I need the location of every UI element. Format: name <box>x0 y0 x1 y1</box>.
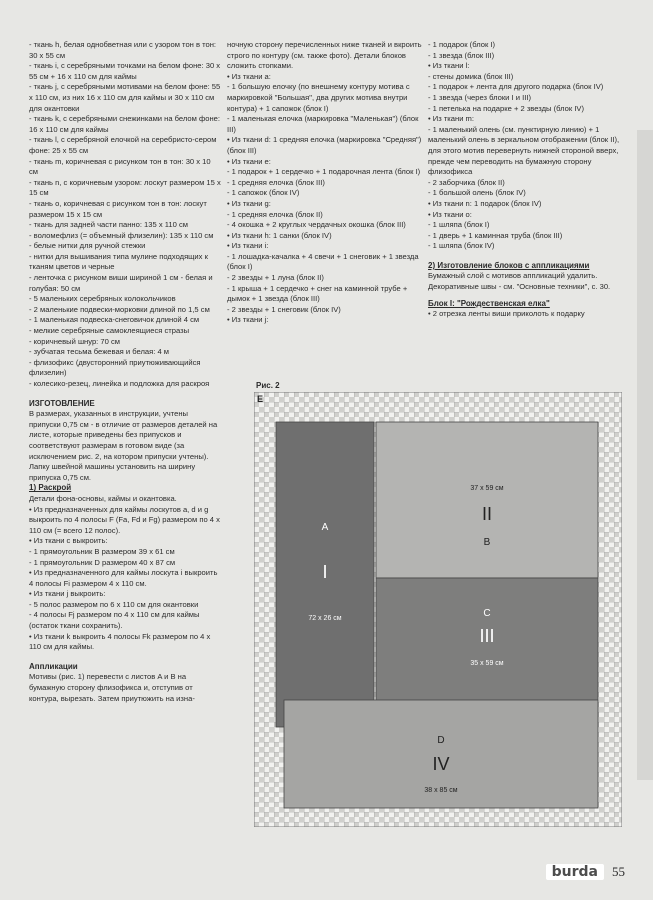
heading-applications: Аппликации <box>29 661 78 671</box>
fabric-item: - 1 шляпа (блок IV) <box>428 241 495 251</box>
fabric-item: - 1 большой олень (блок IV) <box>428 188 526 198</box>
cut-list <box>29 494 221 653</box>
cut-item: - 1 прямоугольник B размером 39 x 61 см <box>29 546 175 556</box>
fabric-item: - 1 подарок + 1 сердечко + 1 подарочная лента (блок I) <box>227 167 421 177</box>
fabric-item: • Из ткани i: <box>227 241 269 251</box>
material-item: - 5 маленьких серебряных колокольчиков <box>29 294 176 304</box>
figure-label: Рис. 2 <box>256 381 280 390</box>
fabric-item: - 2 звезды + 1 луна (блок II) <box>227 273 324 283</box>
fabric-item: ночную сторону перечисленных ниже тканей и вкроить строго по контуру (см. также фото). Детали блоков сложить стопками. <box>227 40 422 71</box>
cut-item: - 5 полос размером по 6 x 110 см для окантовки <box>29 599 199 609</box>
fabric-item: • Из ткани m: <box>428 114 474 124</box>
fabric-item: • Из ткани d: 1 средняя елочка (маркировка "Средняя") (блок III) <box>227 135 422 155</box>
material-item: - ткань h, белая однобветная или с узором тон в тон: 30 x 55 см <box>29 40 217 60</box>
cut-item: • Из ткани c выкроить: <box>29 536 108 546</box>
material-item: - 2 маленькие подвески-морковки длиной по 1,5 см <box>29 304 210 314</box>
heading-making: ИЗГОТОВЛЕНИЕ <box>29 398 95 408</box>
figure-2-diagram <box>254 392 622 827</box>
material-item: - зубчатая тесьма бежевая и белая: 4 м <box>29 347 170 357</box>
corner-label-e: E <box>257 394 264 404</box>
block-c-letter: C <box>483 608 491 619</box>
fabric-item: - 1 подарок + лента для другого подарка (блок IV) <box>428 82 604 92</box>
applique-blocks-text: Бумажный слой с мотивов аппликаций удалить. Декоративные швы - см. "Основные техники", с. 30. <box>428 271 611 292</box>
fabric-item: • Из ткани o: <box>428 209 472 219</box>
fabric-item: • Из ткани g: <box>227 198 271 208</box>
material-item: - ткань j, с серебряными мотивами на белом фоне: 55 x 110 см, из них 16 x 110 см для каймы и 30 x 110 см для окантовки <box>29 82 221 113</box>
cut-item: • Из ткани j выкроить: <box>29 589 106 599</box>
material-item: - коричневый шнур: 70 см <box>29 336 120 346</box>
fabric-item: - 2 заборчика (блок II) <box>428 177 505 187</box>
material-item: - ткань для задней части панно: 135 x 110 см <box>29 220 188 230</box>
page-edge-tab <box>637 130 653 780</box>
heading-block-1: Блок I: "Рождественская елка" <box>428 298 550 308</box>
fabric-item: - 1 крыша + 1 сердечко + снег на каминной трубе + дымок + 1 звезда (блок III) <box>227 283 408 304</box>
cut-item: • Из предназначенных для каймы лоскутов a, d и g выкроить по 4 полосы F (Fa, Fd и Fg) размером по 4 x 110 см (= всего 12 полос). <box>29 504 220 535</box>
fabric-item: - 4 окошка + 2 круглых чердачных окошка (блок III) <box>227 220 406 230</box>
block-a-numeral: I <box>322 562 328 582</box>
fabric-item: - 1 лошадка-качалка + 4 свечи + 1 снеговик + 1 звезда (блок I) <box>227 251 419 272</box>
fabric-list-3 <box>428 40 624 252</box>
material-item: - 1 маленькая подвеска-снеговичок длиной 4 см <box>29 315 200 325</box>
material-item: - ткань m, коричневая с рисунком тон в тон: 30 x 10 см <box>29 156 211 177</box>
material-item: - воломефлиз (= объемный флизелин): 135 x 110 см <box>29 230 214 240</box>
block-d-letter: D <box>437 735 445 746</box>
burda-logo: burda <box>546 864 604 880</box>
fabric-item: - 1 дверь + 1 каминная труба (блок III) <box>428 230 563 240</box>
fabric-item: • Из ткани l: <box>428 61 470 71</box>
fabric-item: • Из ткани j: <box>227 315 269 325</box>
fabric-item: - 1 звезда (блок III) <box>428 50 495 60</box>
column-1 <box>29 40 221 704</box>
block-a-letter: A <box>321 522 329 533</box>
material-item: - флизофикс (двусторонний приутюживающийся флизелин) <box>29 357 201 378</box>
fabric-item: - 1 маленькая елочка (маркировка "Маленькая") (блок III) <box>227 114 419 134</box>
material-item: - ткань n, с коричневым узором: лоскут размером 15 x 15 см <box>29 177 221 198</box>
block-b <box>376 422 598 578</box>
page-number: 55 <box>612 864 625 879</box>
cut-item: - 1 прямоугольник D размером 40 x 87 см <box>29 557 176 567</box>
cut-item: Детали фона-основы, каймы и окантовка. <box>29 493 177 503</box>
material-item: - нитки для вышивания типа мулине подходящих к тканям цветов и черные <box>29 251 208 272</box>
fabric-item: - 1 шляпа (блок I) <box>428 220 490 230</box>
block-b-letter: B <box>483 537 491 548</box>
fabric-item: • Из ткани h: 1 санки (блок IV) <box>227 230 332 240</box>
fabric-item: - 1 звезда (через блоки I и III) <box>428 92 531 102</box>
cut-item: - 4 полосы Fj размером по 4 x 110 см для каймы (остаток ткани сохранить). <box>29 610 200 631</box>
material-item: - ткань o, коричневая с рисунком тон в тон: лоскут размером 15 x 15 см <box>29 198 207 219</box>
block-a-dim: 72 x 26 см <box>308 615 342 622</box>
heading-applique-blocks: 2) Изготовление блоков с аппликациями <box>428 260 590 270</box>
fabric-item: - 1 средняя елочка (блок III) <box>227 177 325 187</box>
block-c-numeral: III <box>479 626 495 646</box>
fabric-item: - 1 маленький олень (см. пунктирную линию) + 1 маленький олень в зеркальном отображении (блок II), для этого мотив перевернуть нижней стороной вверх, прежде чем переводить на бумажную сторону флизофикса <box>428 124 620 177</box>
fabric-item: - стены домика (блок III) <box>428 71 514 81</box>
block-c-dim: 35 x 59 см <box>470 660 504 667</box>
material-item: - ленточка с рисунком виши шириной 1 см - белая и голубая: 50 см <box>29 273 213 293</box>
block-b-dim: 37 x 59 см <box>470 485 504 492</box>
block-b-numeral: II <box>481 504 493 524</box>
fabric-item: • Из ткани e: <box>227 156 271 166</box>
fabric-item: • Из ткани n: 1 подарок (блок IV) <box>428 198 542 208</box>
material-item: - ткань l, с серебряной елочкой на серебристо-сером фоне: 25 x 55 см <box>29 135 217 155</box>
page-footer <box>546 864 625 880</box>
column-3 <box>428 40 624 320</box>
cut-item: • Из предназначенного для каймы лоскута i выкроить 4 полосы Fi размером 4 x 110 см. <box>29 568 218 588</box>
heading-cut: 1) Раскрой <box>29 483 72 493</box>
material-item: - колесико-резец, линейка и подложка для раскроя <box>29 379 210 388</box>
fabric-item: - 1 большую елочку (по внешнему контуру мотива с маркировкой "Большая", два других мотива внутри контура) + 1 сапожок (блок I) <box>227 82 410 113</box>
fabric-item: - 1 петелька на подарке + 2 звезды (блок IV) <box>428 103 585 113</box>
block-d-dim: 38 x 85 см <box>424 787 458 794</box>
fabric-item: - 1 средняя елочка (блок II) <box>227 209 323 219</box>
cut-item: • Из ткани k выкроить 4 полосы Fk размером по 4 x 110 см для каймы. <box>29 631 211 652</box>
block-1-text: • 2 отрезка ленты виши приколоть к подарку <box>428 309 585 319</box>
materials-list <box>29 40 221 390</box>
material-item: - ткань i, с серебряными точками на белом фоне: 30 x 55 см + 16 x 110 см для каймы <box>29 61 221 81</box>
fabric-item: - 1 подарок (блок I) <box>428 40 496 49</box>
material-item: - ткань k, с серебряными снежинками на белом фоне: 16 x 110 см для каймы <box>29 114 220 134</box>
material-item: - белые нитки для ручной стежки <box>29 241 146 251</box>
making-text: В размерах, указанных в инструкции, учтены припуски 0,75 см - в отличие от размеров деталей на листе, которые приведены без припусков и соответствуют размерам в готовом виде (за исключением рис. 2, на котором припуски учтены). Лапку швейной машины установить на ширину припуска 0,75 см. <box>29 409 218 482</box>
material-item: - мелкие серебряные самоклеящиеся стразы <box>29 326 190 336</box>
block-d-numeral: IV <box>432 754 450 774</box>
fabric-item: • Из ткани a: <box>227 71 271 81</box>
fabric-list-2 <box>227 40 423 326</box>
fabric-item: - 1 сапожок (блок IV) <box>227 188 300 198</box>
fabric-item: - 2 звезды + 1 снеговик (блок IV) <box>227 304 341 314</box>
column-2 <box>227 40 423 326</box>
applications-text: Мотивы (рис. 1) перевести с листов A и B на бумажную сторону флизофикса и, отступив от контура, вырезать. Затем приутюжить на изна- <box>29 672 195 703</box>
